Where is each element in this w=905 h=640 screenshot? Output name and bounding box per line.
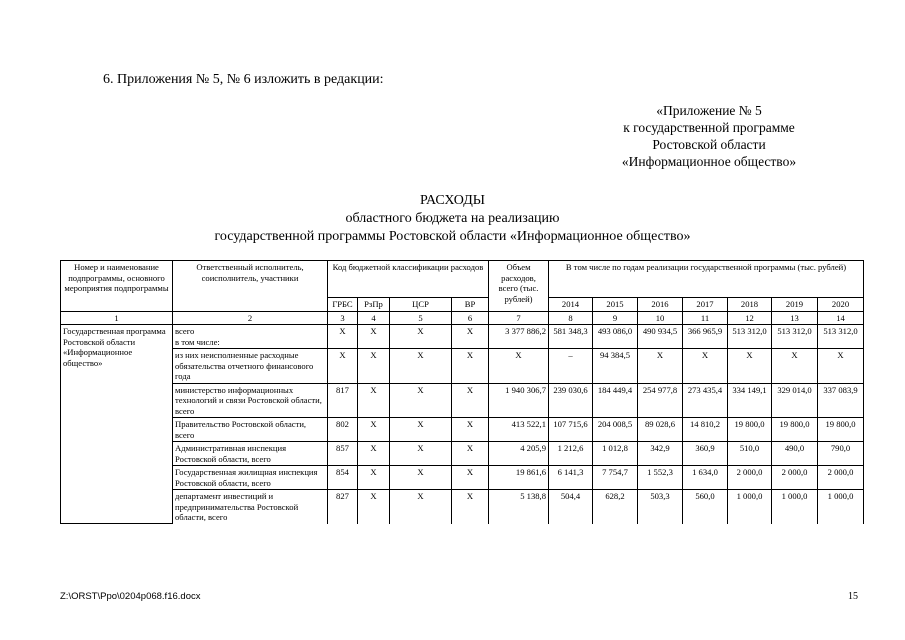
year-cell: 19 800,0 <box>728 418 772 442</box>
column-number: 11 <box>683 311 728 325</box>
csr-cell: X <box>390 418 452 442</box>
year-cell: 490 934,5 <box>638 325 683 349</box>
header-years: В том числе по годам реализации государственной программы (тыс. рублей) <box>549 261 864 298</box>
year-cell: 1 000,0 <box>772 490 818 524</box>
header-name: Номер и наименование подпрограммы, основного мероприятия подпрограммы <box>61 261 173 312</box>
year-cell: 504,4 <box>549 490 593 524</box>
year-cell: 239 030,6 <box>549 383 593 418</box>
year-cell: 560,0 <box>683 490 728 524</box>
executor-cell <box>173 325 328 349</box>
executor-cell: Административная инспекция Ростовской области, всего <box>173 442 328 466</box>
header-year-2018: 2018 <box>728 298 772 312</box>
year-cell: 503,3 <box>638 490 683 524</box>
column-number: 5 <box>390 311 452 325</box>
year-cell: 1 212,6 <box>549 442 593 466</box>
csr-cell: X <box>390 490 452 524</box>
year-cell: 513 312,0 <box>728 325 772 349</box>
header-row-1 <box>61 261 864 298</box>
vr-cell: X <box>452 442 489 466</box>
header-year-2017: 2017 <box>683 298 728 312</box>
year-cell: 1 634,0 <box>683 466 728 490</box>
csr-cell: X <box>390 383 452 418</box>
executor-total: всего <box>175 326 195 336</box>
csr-cell: X <box>390 466 452 490</box>
header-grbs: ГРБС <box>328 298 358 312</box>
table-row <box>61 466 864 490</box>
year-cell: 19 800,0 <box>818 418 864 442</box>
year-cell: 254 977,8 <box>638 383 683 418</box>
column-number: 10 <box>638 311 683 325</box>
executor-cell: министерство информационных технологий и связи Ростовской области, всего <box>173 383 328 418</box>
column-number: 1 <box>61 311 173 325</box>
year-cell: 329 014,0 <box>772 383 818 418</box>
header-budget-code: Код бюджетной классификации расходов <box>328 261 489 298</box>
document-title <box>0 192 905 246</box>
year-cell: 2 000,0 <box>772 466 818 490</box>
grbs-cell: 857 <box>328 442 358 466</box>
year-cell: 89 028,6 <box>638 418 683 442</box>
table-row <box>61 349 864 384</box>
appendix-line-2: к государственной программе <box>623 120 795 135</box>
column-number: 9 <box>593 311 638 325</box>
total-cell: 19 861,6 <box>489 466 549 490</box>
title-line-3: государственной программы Ростовской области «Информационное общество» <box>214 229 691 244</box>
vr-cell: X <box>452 325 489 349</box>
program-name: Государственная программа Ростовской области «Информационное общество» <box>61 325 173 524</box>
header-csr: ЦСР <box>390 298 452 312</box>
header-vr: ВР <box>452 298 489 312</box>
rzpr-cell: X <box>358 383 390 418</box>
year-cell: 628,2 <box>593 490 638 524</box>
total-cell: 413 522,1 <box>489 418 549 442</box>
year-cell: 790,0 <box>818 442 864 466</box>
header-year-2016: 2016 <box>638 298 683 312</box>
appendix-line-3: Ростовской области <box>652 137 766 152</box>
year-cell: 94 384,5 <box>593 349 638 384</box>
appendix-line-1: «Приложение № 5 <box>656 103 762 118</box>
total-cell: 3 377 886,2 <box>489 325 549 349</box>
title-line-1: РАСХОДЫ <box>420 193 485 208</box>
vr-cell: X <box>452 349 489 384</box>
column-number: 8 <box>549 311 593 325</box>
grbs-cell: 817 <box>328 383 358 418</box>
total-cell: 5 138,8 <box>489 490 549 524</box>
rzpr-cell: X <box>358 418 390 442</box>
column-number: 13 <box>772 311 818 325</box>
header-year-2019: 2019 <box>772 298 818 312</box>
table-row <box>61 442 864 466</box>
total-cell: 1 940 306,7 <box>489 383 549 418</box>
year-cell: 1 000,0 <box>818 490 864 524</box>
year-cell: 7 754,7 <box>593 466 638 490</box>
csr-cell: X <box>390 349 452 384</box>
year-cell: 342,9 <box>638 442 683 466</box>
page-number: 15 <box>848 591 858 602</box>
year-cell: 337 083,9 <box>818 383 864 418</box>
grbs-cell: 854 <box>328 466 358 490</box>
table-row <box>61 325 864 349</box>
year-cell: 2 000,0 <box>728 466 772 490</box>
title-line-2: областного бюджета на реализацию <box>345 211 560 226</box>
column-number: 7 <box>489 311 549 325</box>
year-cell: 493 086,0 <box>593 325 638 349</box>
intro-text: 6. Приложения № 5, № 6 изложить в редакции: <box>103 72 384 87</box>
year-cell: 1 552,3 <box>638 466 683 490</box>
year-cell: 184 449,4 <box>593 383 638 418</box>
column-number: 6 <box>452 311 489 325</box>
year-cell: 513 312,0 <box>818 325 864 349</box>
vr-cell: X <box>452 466 489 490</box>
column-numbers-row <box>61 311 864 325</box>
appendix-line-4: «Информационное общество» <box>621 154 797 169</box>
year-cell: 510,0 <box>728 442 772 466</box>
column-number: 14 <box>818 311 864 325</box>
header-year-2014: 2014 <box>549 298 593 312</box>
vr-cell: X <box>452 490 489 524</box>
year-cell: X <box>772 349 818 384</box>
year-cell: X <box>818 349 864 384</box>
table-row <box>61 418 864 442</box>
executor-cell: Государственная жилищная инспекция Ростовской области, всего <box>173 466 328 490</box>
grbs-cell: 827 <box>328 490 358 524</box>
year-cell: X <box>683 349 728 384</box>
year-cell: 490,0 <box>772 442 818 466</box>
column-number: 4 <box>358 311 390 325</box>
year-cell: 14 810,2 <box>683 418 728 442</box>
year-cell: 1 000,0 <box>728 490 772 524</box>
executor-cell: Правительство Ростовской области, всего <box>173 418 328 442</box>
budget-table <box>60 260 864 524</box>
table-row <box>61 490 864 524</box>
rzpr-cell: X <box>358 490 390 524</box>
total-cell: 4 205,9 <box>489 442 549 466</box>
year-cell: 2 000,0 <box>818 466 864 490</box>
column-number: 2 <box>173 311 328 325</box>
rzpr-cell: X <box>358 442 390 466</box>
year-cell: 204 008,5 <box>593 418 638 442</box>
grbs-cell: X <box>328 349 358 384</box>
year-cell: 107 715,6 <box>549 418 593 442</box>
column-number: 12 <box>728 311 772 325</box>
header-executor: Ответственный исполнитель, соисполнитель, участники <box>173 261 328 312</box>
rzpr-cell: X <box>358 325 390 349</box>
year-cell: X <box>728 349 772 384</box>
year-cell: 1 012,8 <box>593 442 638 466</box>
header-total: Объем расходов, всего (тыс. рублей) <box>489 261 549 312</box>
year-cell: 19 800,0 <box>772 418 818 442</box>
appendix-reference <box>599 102 819 170</box>
executor-cell: департамент инвестиций и предпринимательства Ростовской области, всего <box>173 490 328 524</box>
grbs-cell: 802 <box>328 418 358 442</box>
year-cell: 581 348,3 <box>549 325 593 349</box>
header-rzpr: РзПр <box>358 298 390 312</box>
header-year-2015: 2015 <box>593 298 638 312</box>
year-cell: 513 312,0 <box>772 325 818 349</box>
total-cell: X <box>489 349 549 384</box>
table-row <box>61 383 864 418</box>
year-cell: X <box>638 349 683 384</box>
year-cell: 360,9 <box>683 442 728 466</box>
header-year-2020: 2020 <box>818 298 864 312</box>
file-path: Z:\ORST\Ppo\0204p068.f16.docx <box>60 591 201 602</box>
year-cell: 273 435,4 <box>683 383 728 418</box>
csr-cell: X <box>390 442 452 466</box>
column-number: 3 <box>328 311 358 325</box>
rzpr-cell: X <box>358 349 390 384</box>
year-cell: 334 149,1 <box>728 383 772 418</box>
year-cell: 6 141,3 <box>549 466 593 490</box>
rzpr-cell: X <box>358 466 390 490</box>
executor-including: в том числе: <box>175 336 220 347</box>
csr-cell: X <box>390 325 452 349</box>
grbs-cell: X <box>328 325 358 349</box>
executor-cell: из них неисполненные расходные обязательства отчетного финансового года <box>173 349 328 384</box>
year-cell: 366 965,9 <box>683 325 728 349</box>
vr-cell: X <box>452 418 489 442</box>
vr-cell: X <box>452 383 489 418</box>
year-cell: – <box>549 349 593 384</box>
